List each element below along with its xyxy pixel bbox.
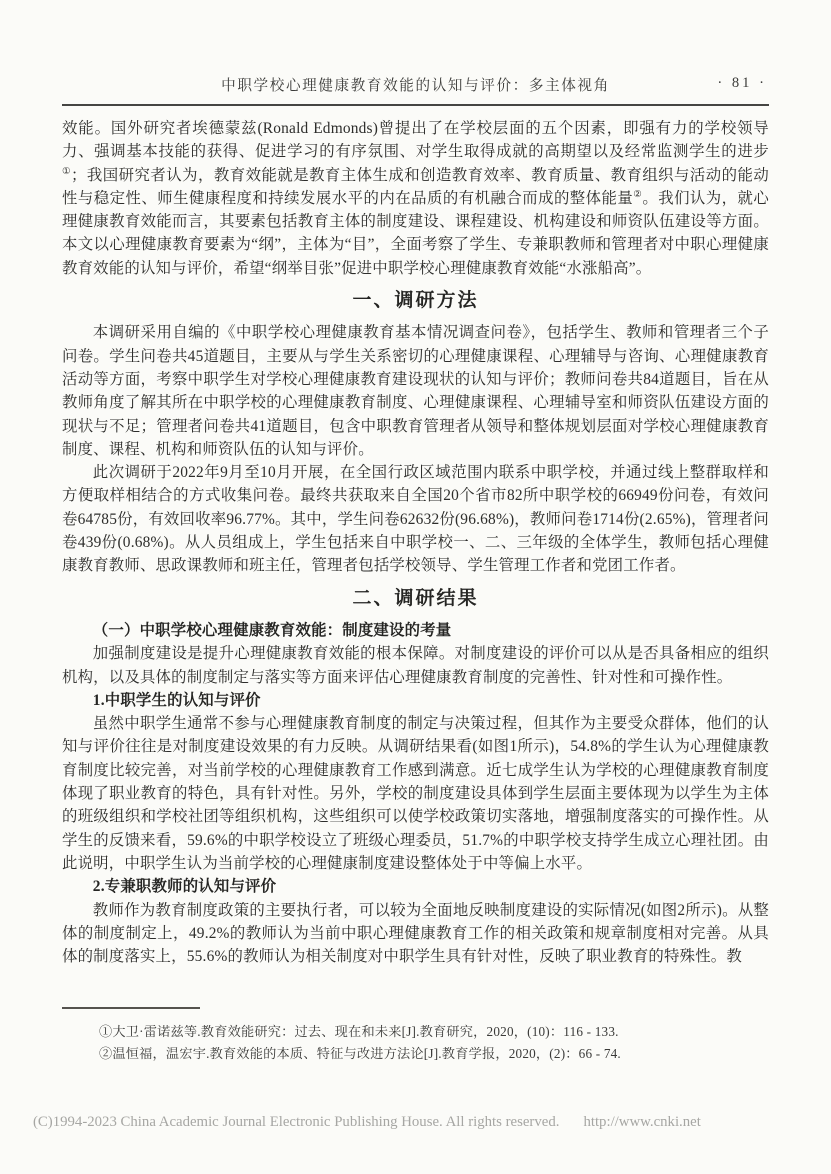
subsection-heading-students: 1.中职学生的认知与评价: [92, 691, 261, 709]
paragraph-students: 虽然中职学生通常不参与心理健康教育制度的制定与决策过程，但其作为主要受众群体，他们的认知与评价往往是对制度建设效果的有力反映。从调研结果看(如图1所示)，54.8%的学生认为心理健康教育制度比较完善，对当前学校的心理健康教育工作感到满意。近七成学生认为学校的心理健康教育制度体现了职业教育的特色，具有针对性。另外，学校的制度建设具体到学生层面主要体现为以学生为主体的班级组织和学校社团等组织机构，这些组织可以使学校政策切实落地，增强制度落实的可操作性。从学生的反馈来看，59.6%的中职学校设立了班级心理委员，51.7%的中职学校支持学生成立心理社团。由此说明，中职学生认为当前学校的心理健康制度建设整体处于中等偏上水平。: [62, 715, 769, 872]
page-header: [0, 0, 831, 106]
header-rule: [62, 74, 769, 106]
cnki-url: http://www.cnki.net: [583, 1114, 701, 1130]
paragraph-results-overview: 加强制度建设是提升心理健康教育效能的根本保障。对制度建设的评价可以从是否具备相应的组织机构，以及具体的制度制定与落实等方面来评估心理健康教育制度的完善性、针对性和可操作性。: [62, 645, 769, 686]
copyright-text: (C)1994-2023 China Academic Journal Electronic Publishing House. All rights reserved.: [33, 1114, 560, 1130]
footnote-2: ②温恒福，温宏宇.教育效能的本质、特征与改进方法论[J].教育学报，2020，(2)：66 - 74.: [99, 1045, 621, 1061]
section-heading-method: 一、调研方法: [352, 290, 479, 312]
article-body: [62, 117, 769, 968]
footnote-block: [62, 1007, 769, 1064]
section-heading-results: 二、调研结果: [352, 587, 479, 609]
subsection-heading-teachers: 2.专兼职教师的认知与评价: [92, 878, 277, 896]
page-footer: [33, 1114, 811, 1131]
footnote-1: ①大卫·雷诺兹等.教育效能研究：过去、现在和未来[J].教育研究，2020，(10)：116 - 133.: [99, 1024, 619, 1039]
paragraph-method-1: 本调研采用自编的《中职学校心理健康教育基本情况调查问卷》，包括学生、教师和管理者三个子问卷。学生问卷共45道题目，主要从与学生关系密切的心理健康课程、心理辅导与咨询、心理健康教育活动等方面，考察中职学生对学校心理健康教育建设现状的认知与评价；教师问卷共84道题目，旨在从教师角度了解其所在中职学校的心理健康教育制度、心理健康课程、心理辅导室和师资队伍建设方面的现状与不足；管理者问卷共41道题目，包含中职教育管理者从领导和整体规划层面对学校心理健康教育制度、课程、机构和师资队伍的认知与评价。: [62, 324, 769, 458]
paragraph-method-2: 此次调研于2022年9月至10月开展，在全国行政区域范围内联系中职学校，并通过线上整群取样和方便取样相结合的方式收集问卷。最终共获取来自全国20个省市82所中职学校的66949份问卷，有效问卷64785份，有效回收率96.77%。其中，学生问卷62632份(96.68%)，教师问卷1714份(2.65%)，管理者问卷439份(0.68%)。从人员组成上，学生包括来自中职学校一、二、三年级的全体学生，教师包括心理健康教育教师、思政课教师和班主任，管理者包括学校领导、学生管理工作者和党团工作者。: [62, 464, 769, 575]
running-title: 中职学校心理健康教育效能的认知与评价：多主体视角: [221, 78, 610, 94]
footnote-divider: [62, 1007, 200, 1009]
page-number: · 81 ·: [717, 75, 767, 91]
paragraph-teachers: 教师作为教育制度政策的主要执行者，可以较为全面地反映制度建设的实际情况(如图2所示)。从整体的制度制定上，49.2%的教师认为当前中职心理健康教育工作的相关政策和规章制度相对完善。从具体的制度落实上，55.6%的教师认为相关制度对中职学生具有针对性，反映了职业教育的特殊性。教: [62, 901, 769, 966]
paragraph-intro-continuation: 效能。国外研究者埃德蒙兹(Ronald Edmonds)曾提出了在学校层面的五个因素，即强有力的学校领导力、强调基本技能的获得、促进学习的有序氛围、对学生取得成就的高期望以及经常监测学生的进步①；我国研究者认为，教育效能就是教育主体生成和创造教育效率、教育质量、教育组织与活动的能动性与稳定性、师生健康程度和持续发展水平的内在品质的有机融合而成的整体能量②。我们认为，就心理健康教育效能而言，其要素包括教育主体的制度建设、课程建设、机构建设和师资队伍建设等方面。本文以心理健康教育要素为“纲”，主体为“目”，全面考察了学生、专兼职教师和管理者对中职心理健康教育效能的认知与评价，希望“纲举目张”促进中职学校心理健康教育效能“水涨船高”。: [62, 120, 770, 277]
subsection-heading-institution: （一）中职学校心理健康教育效能：制度建设的考量: [92, 621, 452, 639]
